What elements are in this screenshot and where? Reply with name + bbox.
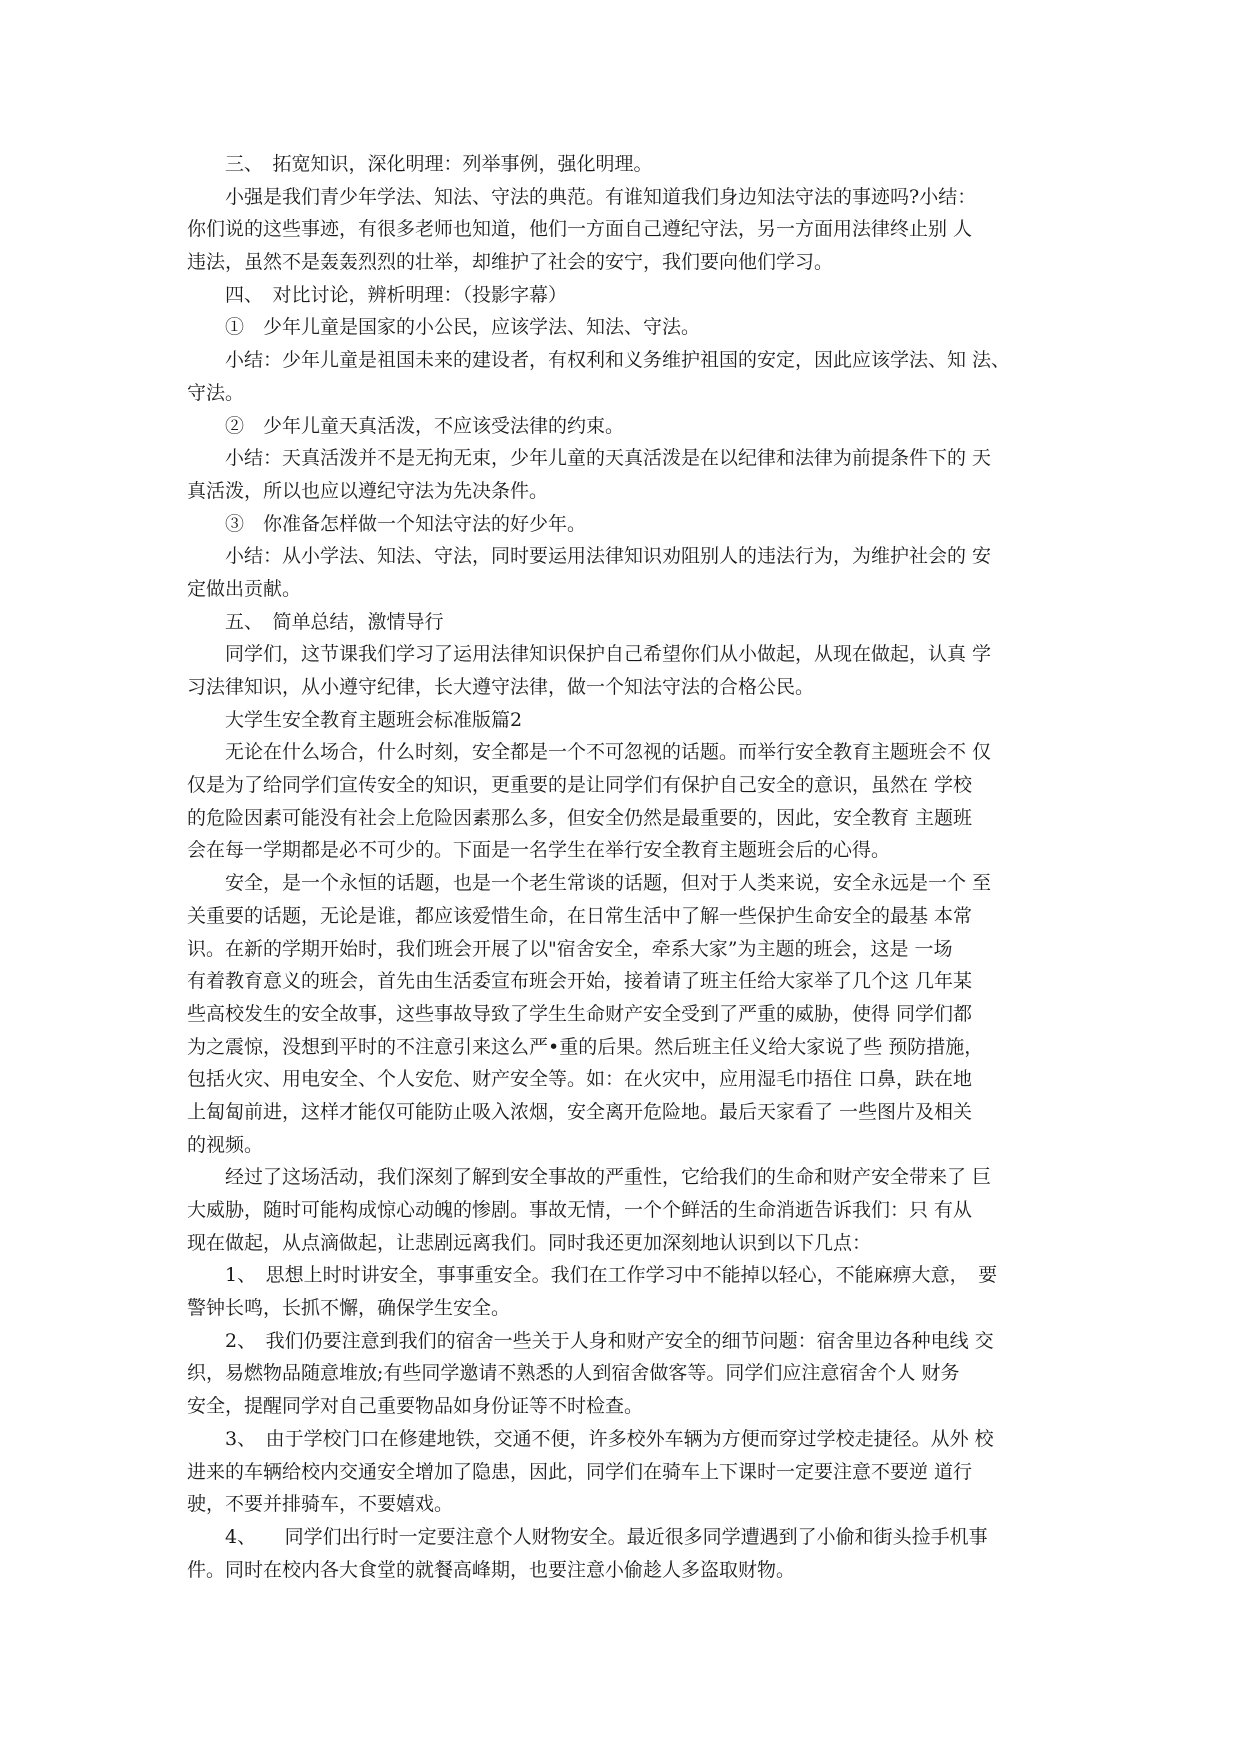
text-line: 小结：天真活泼并不是无拘无束，少年儿童的天真活泼是在以纪律和法律为前提条件下的 天 bbox=[187, 447, 992, 470]
text-line: 现在做起，从点滴做起，让悲剧远离我们。同时我还更加深刻地认识到以下几点： bbox=[187, 1231, 872, 1254]
text-line: 上匐匐前进，这样才能仅可能防止吸入浓烟，安全离开危险地。最后天家看了 一些图片及相关 bbox=[187, 1100, 973, 1123]
text-line: 经过了这场活动，我们深刻了解到安全事故的严重性，它给我们的生命和财产安全带来了 巨 bbox=[187, 1166, 992, 1189]
text-line: 小结：少年儿童是祖国未来的建设者，有权利和义务维护祖国的安定，因此应该学法、知 法、 bbox=[187, 349, 1011, 372]
text-line: 同学们，这节课我们学习了运用法律知识保护自己希望你们从小做起，从现在做起，认真 学 bbox=[187, 643, 992, 666]
text-line: 你们说的这些事迹，有很多老师也知道，他们一方面自己遵纪守法，另一方面用法律终止别 人 bbox=[187, 218, 973, 241]
text-line: 仅是为了给同学们宣传安全的知识，更重要的是让同学们有保护自己安全的意识，虽然在 学校 bbox=[187, 774, 973, 797]
text-line: 进来的车辆给校内交通安全增加了隐患，因此，同学们在骑车上下课时一定要注意不要逆 道行 bbox=[187, 1460, 973, 1483]
text-line: 识。在新的学期开始时，我们班会开展了以"宿舍安全，牵系大家”为主题的班会，这是 一场 bbox=[187, 937, 953, 960]
text-line: 3、 由于学校门口在修建地铁，交通不便，许多校外车辆为方便而穿过学校走捷径。从外 校 bbox=[187, 1427, 994, 1450]
text-line: 1、 思想上时时讲安全，事事重安全。我们在工作学习中不能掉以轻心，不能麻痹大意， 要 bbox=[187, 1264, 998, 1287]
text-line: ③ 你准备怎样做一个知法守法的好少年。 bbox=[187, 512, 587, 535]
text-line: 警钟长鸣，长抓不懈，确保学生安全。 bbox=[187, 1297, 511, 1320]
text-line: 为之震惊，没想到平时的不注意引来这么严•重的后果。然后班主任义给大家说了些 预防措施， bbox=[187, 1035, 984, 1058]
text-line: 安全，提醒同学对自己重要物品如身份证等不时检查。 bbox=[187, 1395, 644, 1418]
text-line: 三、 拓宽知识，深化明理：列举事例，强化明理。 bbox=[187, 153, 653, 175]
text-line: 会在每一学期都是必不可少的。下面是一名学生在举行安全教育主题班会后的心得。 bbox=[187, 839, 891, 862]
text-line: 安全，是一个永恒的话题，也是一个老生常谈的话题，但对于人类来说，安全永远是一个 至 bbox=[187, 872, 992, 895]
text-line: 五、 简单总结，激情导行 bbox=[187, 610, 444, 633]
text-line: 驶，不要并排骑车，不要嬉戏。 bbox=[187, 1493, 454, 1516]
text-line: 有着教育意义的班会，首先由生活委宣布班会开始，接着请了班主任给大家举了几个这 几年某 bbox=[187, 970, 973, 993]
text-line: 守法。 bbox=[187, 381, 245, 404]
document-body bbox=[187, 148, 1075, 1586]
text-line: 小结：从小学法、知法、守法，同时要运用法律知识劝阻别人的违法行为，为维护社会的 安 bbox=[187, 545, 992, 568]
text-line: 习法律知识，从小遵守纪律，长大遵守法律，做一个知法守法的合格公民。 bbox=[187, 676, 815, 698]
text-line: 织，易燃物品随意堆放;有些同学邀请不熟悉的人到宿舍做客等。同学们应注意宿舍个人 财务 bbox=[187, 1362, 960, 1385]
text-line: 真活泼，所以也应以遵纪守法为先决条件。 bbox=[187, 479, 549, 502]
text-line: ② 少年儿童天真活泼，不应该受法律的约束。 bbox=[187, 414, 625, 437]
text-line: 定做出贡献。 bbox=[187, 577, 302, 600]
text-line: 2、 我们仍要注意到我们的宿舍一些关于人身和财产安全的细节问题：宿舍里边各种电线 交 bbox=[187, 1329, 994, 1352]
text-line: 四、 对比讨论，辨析明理：（投影字幕） bbox=[187, 283, 568, 306]
text-line: 无论在什么场合，什么时刻，安全都是一个不可忽视的话题。而举行安全教育主题班会不 仅 bbox=[187, 741, 992, 764]
text-line: 的视频。 bbox=[187, 1133, 264, 1156]
text-line: 大威胁，随时可能构成惊心动魄的惨剧。事故无情，一个个鲜活的生命消逝告诉我们：只 有从 bbox=[187, 1199, 973, 1221]
text-line: 些高校发生的安全故事，这些事故导致了学生生命财产安全受到了严重的威胁，使得 同学们都 bbox=[187, 1002, 973, 1025]
text-line: 4、 同学们出行时一定要注意个人财物安全。最近很多同学遭遇到了小偷和街头捡手机事 bbox=[187, 1525, 988, 1548]
text-line: 包括火灾、用电安全、个人安危、财产安全等。如：在火灾中，应用湿毛巾捂住 口鼻，趺在地 bbox=[187, 1068, 973, 1091]
text-line: 大学生安全教育主题班会标准版篇2 bbox=[187, 708, 523, 731]
text-line: 件。同时在校内各大食堂的就餐高峰期，也要注意小偷趁人多盗取财物。 bbox=[187, 1558, 796, 1581]
text-line: 违法，虽然不是轰轰烈烈的壮举，却维护了社会的安宁，我们要向他们学习。 bbox=[187, 251, 834, 274]
text-line: ① 少年儿童是国家的小公民，应该学法、知法、守法。 bbox=[187, 316, 701, 339]
text-line: 的危险因素可能没有社会上危险因素那么多，但安全仍然是最重要的，因此，安全教育 主题班 bbox=[187, 806, 973, 829]
text-line: 小强是我们青少年学法、知法、守法的典范。有谁知道我们身边知法守法的事迹吗?小结： bbox=[187, 185, 977, 208]
text-line: 关重要的话题，无论是谁，都应该爱惜生命，在日常生活中了解一些保护生命安全的最基 本常 bbox=[187, 904, 973, 927]
